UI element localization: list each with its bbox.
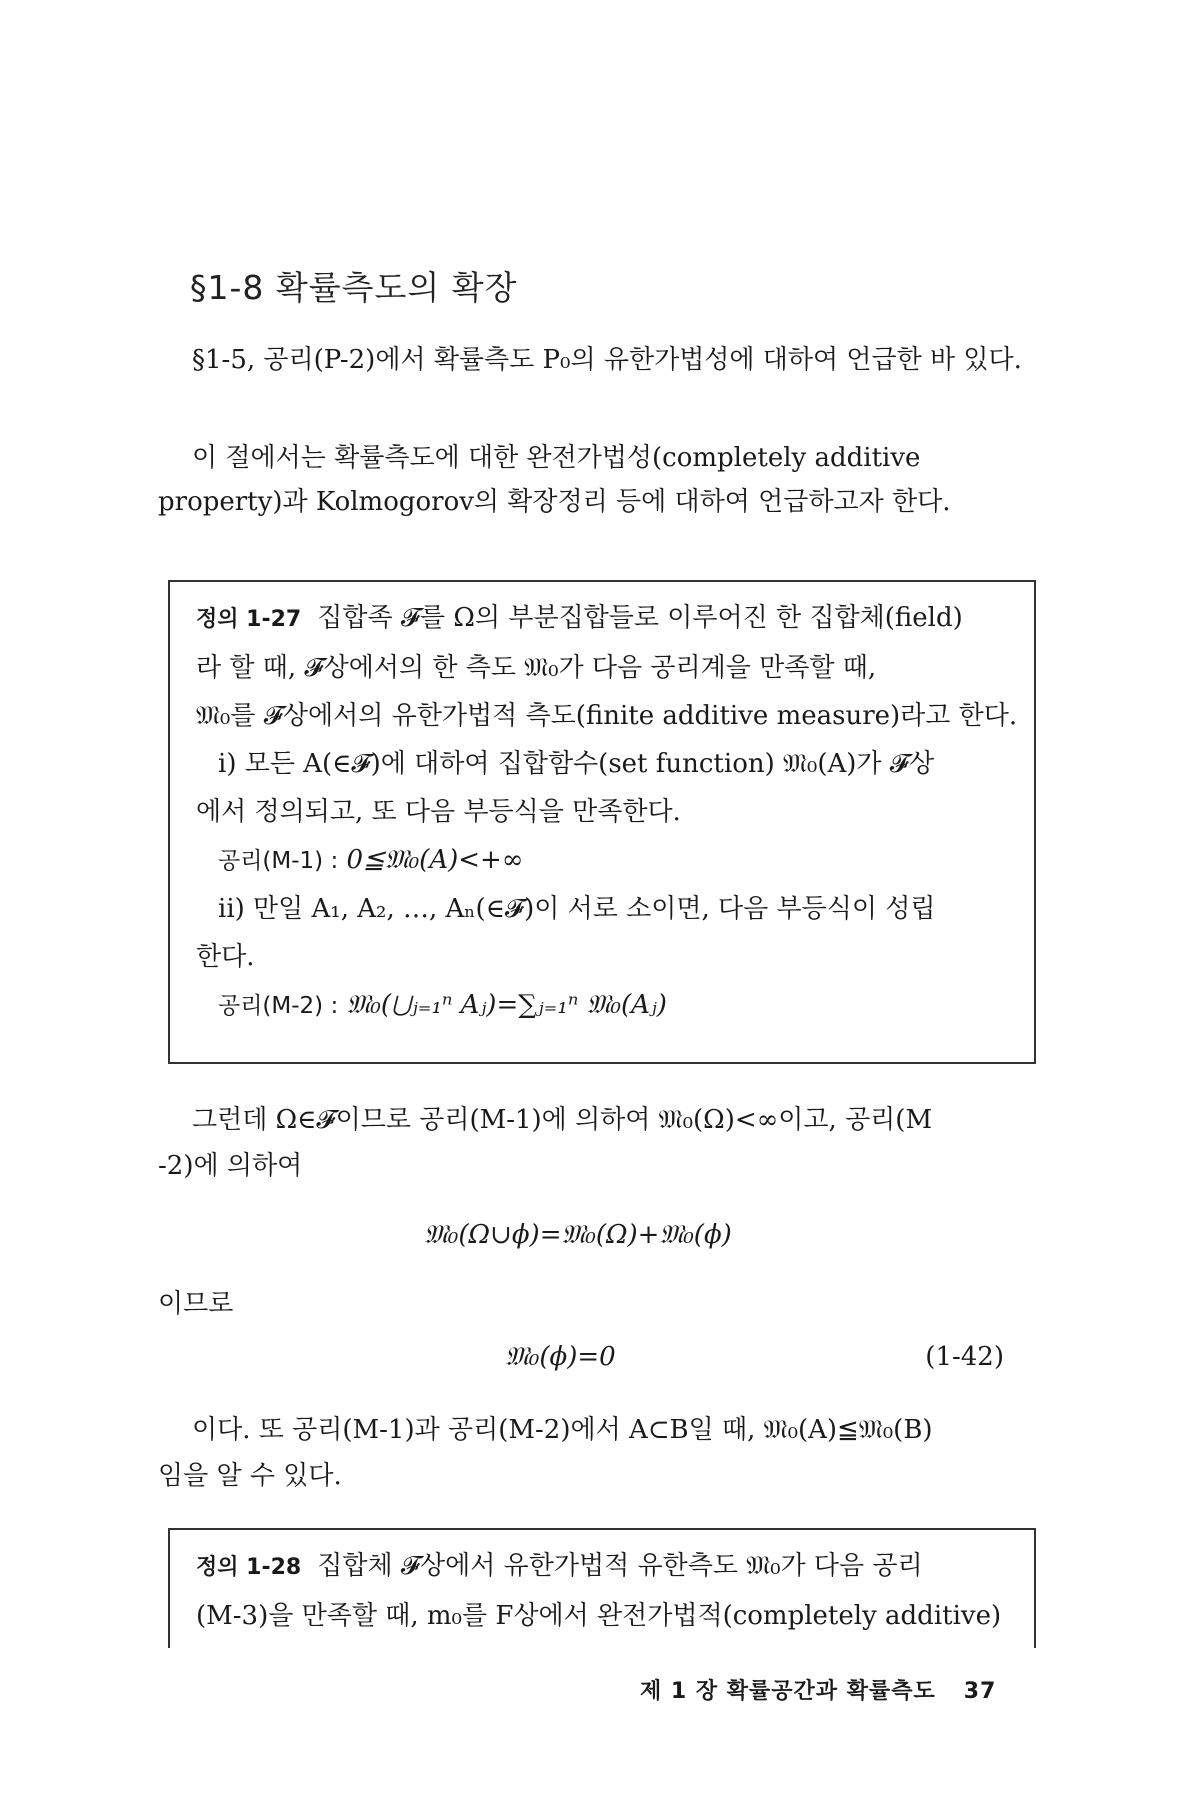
item-ii-line-2: 한다.: [196, 942, 255, 972]
intro-paragraph-1: §1-5, 공리(P-2)에서 확률측도 P₀의 유한가법성에 대하여 언급한 바 있다.: [192, 345, 1022, 375]
axiom-m1-label: 공리(M-1) :: [218, 848, 339, 874]
definition-line-1: 집합족 𝓕를 Ω의 부분집합들로 이루어진 한 집합체(field): [317, 603, 963, 633]
definition-line-3: 𝔐₀를 𝓕상에서의 유한가법적 측도(finite additive measure)라고 한다.: [196, 701, 1018, 731]
definition-line-2: (M-3)을 만족할 때, m₀를 F상에서 완전가법적(completely additive): [196, 1601, 1002, 1631]
body-paragraph-5-line-1: 이다. 또 공리(M-1)과 공리(M-2)에서 A⊂B일 때, 𝔐₀(A)≦𝔐₀(B): [192, 1415, 933, 1445]
definition-box-1-27: [168, 580, 1036, 1064]
definition-line-1: 집합체 𝓕상에서 유한가법적 유한측도 𝔐₀가 다음 공리: [317, 1551, 923, 1581]
definition-box-1-28: [168, 1528, 1036, 1648]
body-paragraph-5-line-2: 임을 알 수 있다.: [158, 1461, 342, 1491]
definition-label: 정의 1-28: [196, 1555, 302, 1580]
definition-label: 정의 1-27: [196, 607, 302, 632]
item-i-line-2: 에서 정의되고, 또 다음 부등식을 만족한다.: [196, 797, 681, 827]
axiom-m2-label: 공리(M-2) :: [218, 993, 339, 1019]
equation-2: 𝔐₀(ϕ)=0: [505, 1342, 616, 1372]
item-i-line-1: i) 모든 A(∈𝓕)에 대하여 집합함수(set function) 𝔐₀(A)가 𝓕상: [218, 749, 935, 779]
intro-paragraph-2: 이 절에서는 확률측도에 대한 완전가법성(completely additive property)과 Kolmogorov의 확장정리 등에 대하여 언급하고자 한다.: [158, 443, 951, 517]
body-paragraph-4: 이므로: [158, 1289, 234, 1319]
equation-1: 𝔐₀(Ω∪ϕ)=𝔐₀(Ω)+𝔐₀(ϕ): [424, 1220, 732, 1250]
axiom-m1-formula: 0≦𝔐₀(A)<+∞: [346, 845, 524, 875]
section-heading: §1-8 확률측도의 확장: [190, 268, 518, 307]
item-ii-line-1: ii) 만일 A₁, A₂, …, Aₙ(∈𝓕)이 서로 소이면, 다음 부등식이 성립: [218, 894, 936, 924]
running-header-chapter: 제 1 장 확률공간과 확률측도: [640, 1679, 936, 1704]
page-number: 37: [963, 1679, 997, 1704]
axiom-m2-formula: 𝔐₀(⋃ⱼ₌₁ⁿ Aⱼ)=∑ⱼ₌₁ⁿ 𝔐₀(Aⱼ): [346, 990, 667, 1020]
equation-2-number: (1-42): [925, 1342, 1004, 1372]
body-paragraph-3-line-2: -2)에 의하여: [158, 1151, 303, 1181]
body-paragraph-3-line-1: 그런데 Ω∈𝓕이므로 공리(M-1)에 의하여 𝔐₀(Ω)<∞이고, 공리(M: [192, 1105, 933, 1135]
page-footer: [640, 1674, 996, 1705]
definition-line-2: 라 할 때, 𝓕상에서의 한 측도 𝔐₀가 다음 공리계을 만족할 때,: [196, 653, 877, 683]
